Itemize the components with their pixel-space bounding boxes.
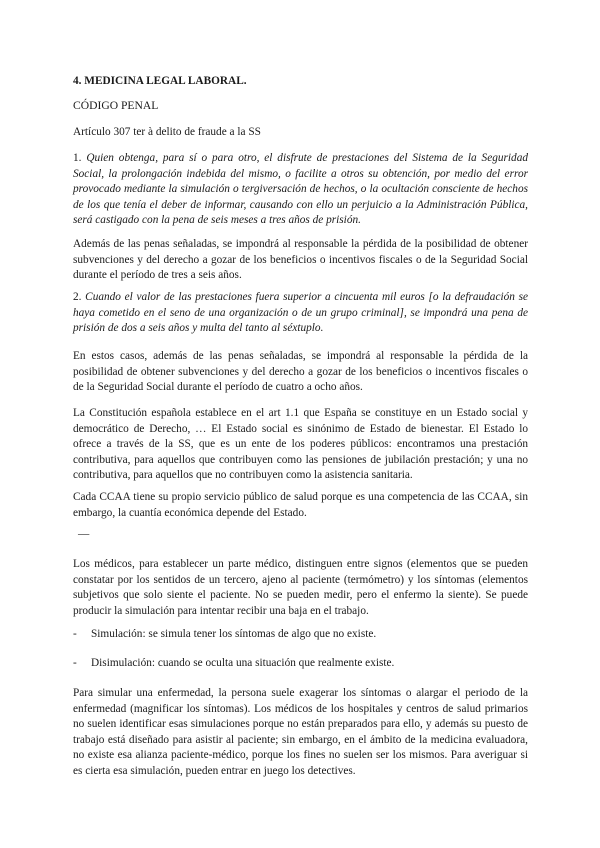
separator-dash: —	[78, 528, 90, 540]
paragraph-penalties-2: En estos casos, además de las penas señaladas, se impondrá al responsable la pérdida de la posibilidad de obtener subvenciones y del derecho a gozar de los beneficios o incentivos fiscales o de la Seguridad Social durante el período de cuatro a ocho años.	[73, 350, 528, 394]
article-title: Artículo 307 ter à delito de fraude a la SS	[73, 126, 261, 138]
paragraph-number: 2.	[73, 291, 86, 303]
paragraph-constitution: La Constitución española establece en el art 1.1 que España se constituye en un Estado social y democrático de Derecho, … El Estado social es sinónimo de Estado de bienestar. El Estado lo ofrece a través de la SS, que es un ente de los poderes públicos: encontramos una prestación contributiva, para aquellos que contribuyen como las pensiones de jubilación prestación; y una no contributiva, para aquellos que no contribuyen como la asistencia sanitaria.	[73, 407, 528, 482]
article-paragraph-2	[73, 290, 528, 337]
list-bullet: -	[73, 628, 77, 640]
paragraph-simulation: Para simular una enfermedad, la persona suele exagerar los síntomas o alargar el periodo de la enfermedad (magnificar los síntomas). Los médicos de los hospitales y centros de salud primarios no suelen identificar esas simulaciones porque no están preparados para ello, y además su puesto de trabajo está diseñado para asistir al paciente; sin embargo, en el ámbito de la medicina evaluadora, no existe esa alianza paciente-médico, porque los fines no suelen ser los mismos. Para averiguar si es cierta esa simulación, pueden entrar en juego los detectives.	[73, 687, 528, 777]
article-paragraph-1	[73, 151, 528, 229]
paragraph-penalties-1: Además de las penas señaladas, se impondrá al responsable la pérdida de la posibilidad de obtener subvenciones y del derecho a gozar de los beneficios o incentivos fiscales o de la Seguridad Social durante el período de tres a seis años.	[73, 238, 528, 282]
list-bullet: -	[73, 657, 77, 669]
list-item-text: Simulación: se simula tener los síntomas de algo que no existe.	[91, 628, 377, 640]
paragraph-number: 1.	[73, 152, 87, 164]
paragraph-ccaa: Cada CCAA tiene su propio servicio público de salud porque es una competencia de las CCAA, sin embargo, la cuantía económica depende del Estado.	[73, 491, 528, 519]
legal-text-italic: Cuando el valor de las prestaciones fuera superior a cincuenta mil euros [o la defraudación se haya cometido en el seno de una organización o de un grupo criminal], se impondrá una pena de prisión de dos a seis años y multa del tanto al séxtuplo.	[73, 291, 528, 335]
section-subtitle: CÓDIGO PENAL	[73, 99, 159, 112]
paragraph-signos-sintomas: Los médicos, para establecer un parte médico, distinguen entre signos (elementos que se pueden constatar por los sentidos de un tercero, ajeno al paciente (termómetro) y los síntomas (elementos subjetivos que solo siente el paciente. No se pueden medir, pero el enfermo la siente). Se puede producir la simulación para intentar recibir una baja en el trabajo.	[73, 558, 528, 617]
section-heading: 4. MEDICINA LEGAL LABORAL.	[73, 75, 247, 87]
list-item-text: Disimulación: cuando se oculta una situación que realmente existe.	[91, 657, 395, 669]
legal-text-italic: Quien obtenga, para sí o para otro, el disfrute de prestaciones del Sistema de la Seguridad Social, la prolongación indebida del mismo, o facilite a otros su obtención, por medio del error provocado mediante la simulación o tergiversación de hechos, o la ocultación consciente de hechos de los que tenía el deber de informar, causando con ello un perjuicio a la Administración Pública, será castigado con la pena de seis meses a tres años de prisión.	[73, 152, 529, 227]
